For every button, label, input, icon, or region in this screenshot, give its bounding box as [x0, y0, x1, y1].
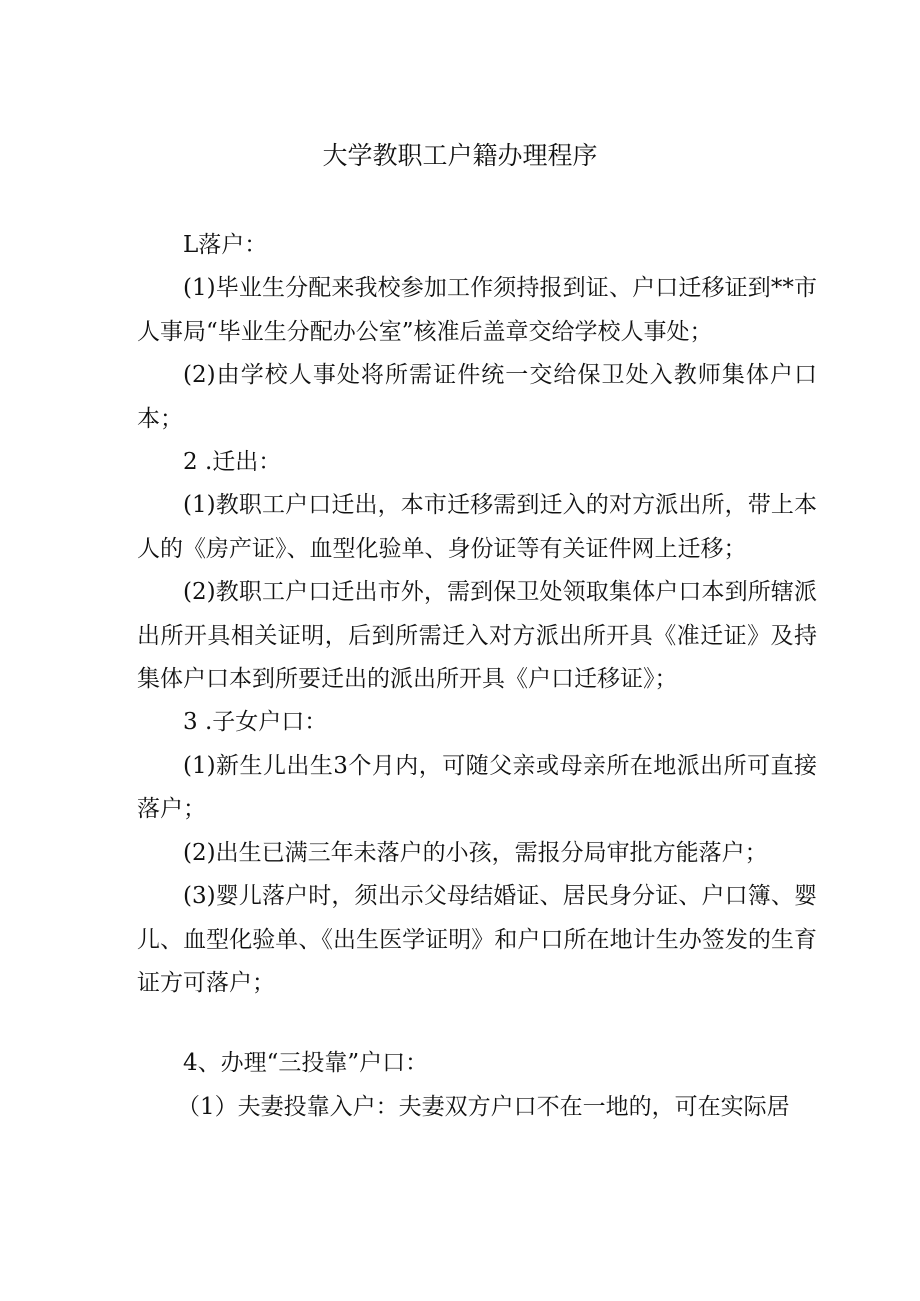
section-3-item-3: (3)婴儿落户时，须出示父母结婚证、居民身分证、户口簿、婴儿、血型化验单、《出生医学证明》和户口所在地计生办签发的生育证方可落户；	[137, 883, 817, 996]
document-body	[137, 224, 817, 1129]
section-2-heading: 2 .迁出：	[183, 449, 282, 476]
section-3-item-2: (2)出生已满三年未落户的小孩，需报分局审批方能落户；	[183, 839, 768, 866]
section-1-item-2: (2)由学校人事处将所需证件统一交给保卫处入教师集体户口本；	[137, 362, 817, 432]
section-4-heading: 4、办理“三投靠”户口：	[183, 1050, 429, 1077]
section-1-heading: L落户：	[183, 232, 268, 258]
section-3-item-1: (1)新生儿出生3个月内，可随父亲或母亲所在地派出所可直接落户；	[137, 752, 817, 823]
document-title: 大学教职工户籍办理程序	[322, 141, 598, 170]
section-2-item-2: (2)教职工户口迁出市外，需到保卫处领取集体户口本到所辖派出所开具相关证明，后到所需迁入对方派出所开具《准迁证》及持集体户口本到所要迁出的派出所开具《户口迁移证》；	[137, 579, 817, 693]
section-1-item-1: (1)毕业生分配来我校参加工作须持报到证、户口迁移证到**市人事局“毕业生分配办公室”核准后盖章交给学校人事处；	[137, 275, 817, 345]
section-2-item-1: (1)教职工户口迁出，本市迁移需到迁入的对方派出所，带上本人的《房产证》、血型化验单、身份证等有关证件网上迁移；	[137, 492, 817, 562]
section-4-item-1: （1）夫妻投靠入户：夫妻双方户口不在一地的，可在实际居	[177, 1093, 790, 1120]
section-3-heading: 3 .子女户口：	[183, 709, 328, 736]
